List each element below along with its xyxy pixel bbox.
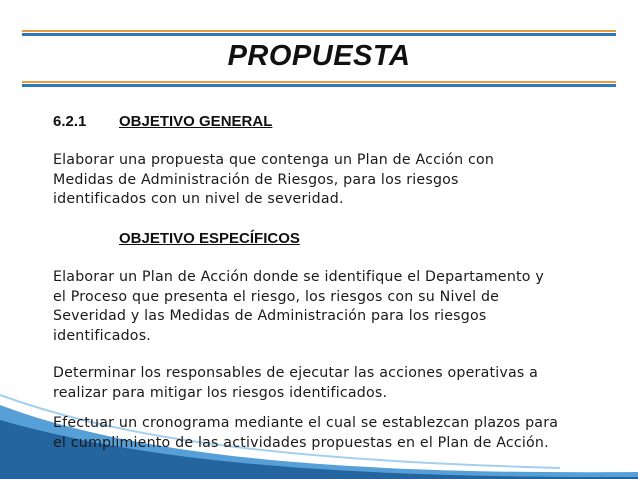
title-rule-blue — [22, 84, 616, 87]
section-number: 6.2.1 — [53, 113, 87, 130]
slide-title: PROPUESTA — [227, 40, 411, 72]
heading-objetivos-especificos: OBJETIVO ESPECÍFICOS — [119, 230, 300, 247]
paragraph-objetivo-general: Elaborar una propuesta que contenga un Plan de Acción con Medidas de Administración de Riesgos, para los riesgos identificados con un nivel de severidad. — [53, 152, 495, 207]
top-rule-orange — [22, 30, 616, 32]
paragraph-especifico-3: Efectuar un cronograma mediante el cual se establezcan plazos para el cumplimiento de las actividades propuestas en el Plan de Acción. — [53, 415, 559, 451]
paragraph-especifico-1: Elaborar un Plan de Acción donde se identifique el Departamento y el Proceso que presenta el riesgo, los riesgos con su Nivel de Severidad y las Medidas de Administración para los riesgos identificados. — [53, 269, 544, 344]
title-rule-orange — [22, 81, 616, 83]
top-rule-blue — [22, 33, 616, 36]
heading-objetivo-general: OBJETIVO GENERAL — [119, 113, 273, 130]
paragraph-especifico-2: Determinar los responsables de ejecutar las acciones operativas a realizar para mitigar los riesgos identificados. — [53, 365, 539, 401]
